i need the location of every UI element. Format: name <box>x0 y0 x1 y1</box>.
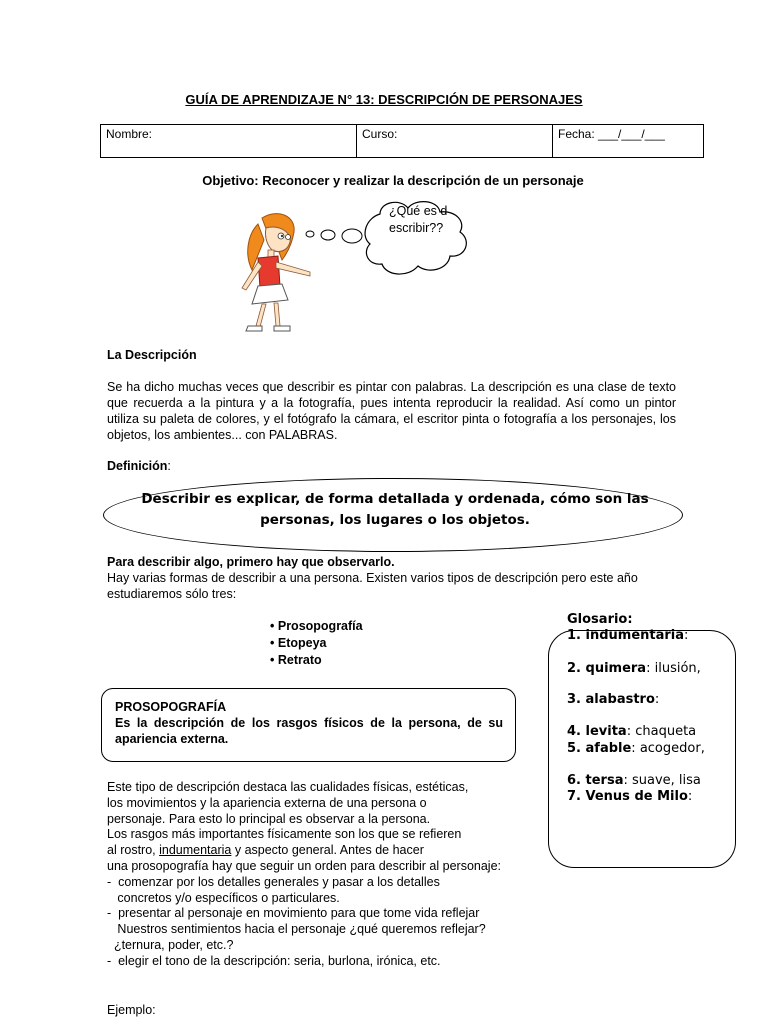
date-field[interactable]: Fecha: ___/___/___ <box>553 125 704 158</box>
glossary-item: 7. Venus de Milo: <box>567 789 693 804</box>
text-line: Los rasgos más importantes físicamente son los que se refieren <box>107 827 462 842</box>
text-line: los movimientos y la apariencia externa de una persona o <box>107 795 427 810</box>
objective: Objetivo: Reconocer y realizar la descripción de un personaje <box>202 173 584 188</box>
glossary-item: 4. levita: chaqueta <box>567 724 697 739</box>
observe-heading: Para describir algo, primero hay que observarlo. <box>107 555 395 569</box>
thought-bubble-text: ¿Qué es describir?? <box>389 204 448 235</box>
description-types-list <box>270 618 363 669</box>
list-item: • Retrato <box>270 652 363 669</box>
prosopografia-text <box>115 699 503 747</box>
course-field[interactable]: Curso: <box>357 125 553 158</box>
text-line: - elegir el tono de la descripción: seria, burlona, irónica, etc. <box>107 953 441 968</box>
text-line: una prosopografía hay que seguir un orden para describir al personaje: <box>107 858 502 873</box>
text-line: - presentar al personaje en movimiento para que tome vida reflejar <box>107 906 480 921</box>
text-line: Este tipo de descripción destaca las cualidades físicas, estéticas, <box>107 780 469 794</box>
guide-title: GUÍA DE APRENDIZAJE N° 13: DESCRIPCIÓN DE PERSONAJES <box>185 92 583 107</box>
glossary-item: 6. tersa: suave, lisa <box>567 773 701 788</box>
example-label: Ejemplo: <box>107 1003 156 1017</box>
prosopografia-explanation <box>107 780 567 970</box>
list-item: • Etopeya <box>270 635 363 652</box>
text-line: concretos y/o específicos o particulares. <box>107 890 340 905</box>
prosopografia-definition: Es la descripción de los rasgos físicos de la persona, de su apariencia externa. <box>115 716 503 746</box>
description-paragraph: Se ha dicho muchas veces que describir es pintar con palabras. La descripción es una clase de texto que recuerda a la pintura y a la fotografía, pues intenta reproducir la realidad. Así como un pintor utiliza su paleta de colores, y el fotógrafo la cámara, el escritor pinta o fotografía a los personajes, los objetos, los ambientes... con PALABRAS. <box>107 380 676 442</box>
text-line: - comenzar por los detalles generales y pasar a los detalles <box>107 874 440 889</box>
student-info-table <box>100 124 704 158</box>
definition-label: Definición: <box>107 459 171 473</box>
observe-text: Hay varias formas de describir a una persona. Existen varios tipos de descripción pero este año estudiaremos sólo tres: <box>107 571 638 601</box>
list-item: • Prosopografía <box>270 618 363 635</box>
prosopografia-title: PROSOPOGRAFÍA <box>115 700 227 714</box>
text-line: personaje. Para esto lo principal es observar a la persona. <box>107 811 431 826</box>
text-line: Nuestros sentimientos hacia el personaje ¿qué queremos reflejar? <box>107 922 486 937</box>
glossary-item: 5. afable: acogedor, <box>567 741 705 756</box>
glossary-item: 1. indumentaria: <box>567 628 689 643</box>
name-field[interactable]: Nombre: <box>101 125 357 158</box>
glossary-item: 2. quimera: ilusión, <box>567 661 701 676</box>
indumentaria-term: indumentaria <box>159 843 232 858</box>
glossary-title: Glosario: <box>567 612 633 627</box>
definition-text: Describir es explicar, de forma detallada y ordenada, cómo son las personas, los lugares o los objetos. <box>141 491 649 528</box>
description-heading: La Descripción <box>107 348 197 362</box>
glossary-item: 3. alabastro: <box>567 692 660 707</box>
text-line: al rostro, indumentaria y aspecto general. Antes de hacer <box>107 843 424 858</box>
text-line: ¿ternura, poder, etc.? <box>107 937 234 952</box>
